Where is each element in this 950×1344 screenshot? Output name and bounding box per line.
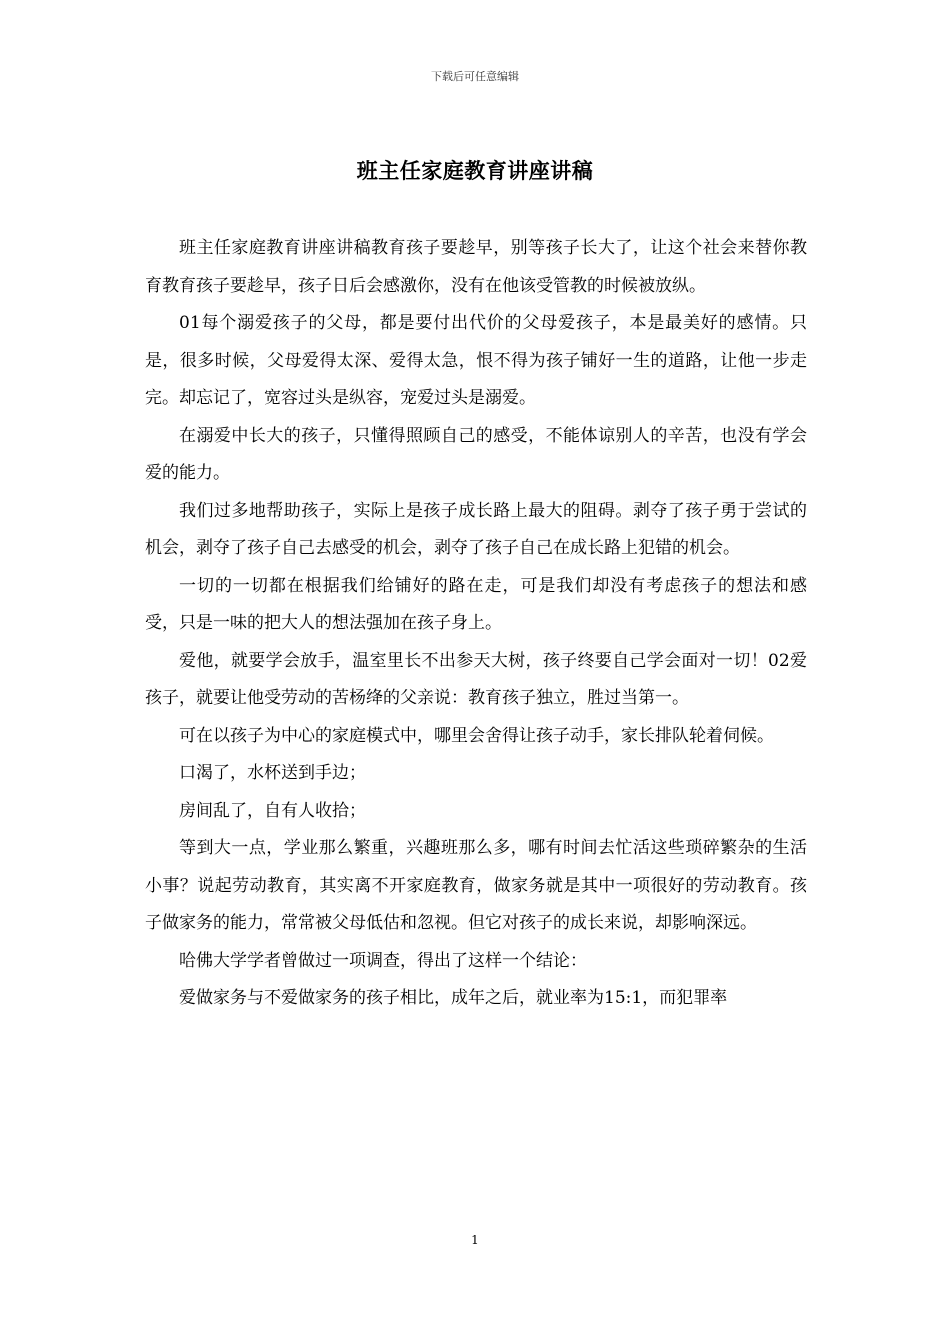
paragraph: 01每个溺爱孩子的父母，都是要付出代价的父母爱孩子，本是最美好的感情。只是，很多时候，父母爱得太深、爱得太急，恨不得为孩子铺好一生的道路，让他一步走完。却忘记了，宽容过头是纵容，宠爱过头是溺爱。 xyxy=(145,313,807,408)
paragraph: 在溺爱中长大的孩子，只懂得照顾自己的感受，不能体谅别人的辛苦，也没有学会爱的能力。 xyxy=(145,425,807,483)
paragraph: 口渴了，水杯送到手边； xyxy=(179,763,366,783)
paragraph: 哈佛大学学者曾做过一项调查，得出了这样一个结论： xyxy=(179,950,587,971)
paragraph: 爱他，就要学会放手，温室里长不出参天大树，孩子终要自己学会面对一切！02爱孩子，就要让他受劳动的苦杨绛的父亲说：教育孩子独立，胜过当第一。 xyxy=(145,650,807,708)
page-number: 1 xyxy=(471,1233,479,1247)
paragraph: 我们过多地帮助孩子，实际上是孩子成长路上最大的阻碍。剥夺了孩子勇于尝试的机会，剥夺了孩子自己去感受的机会，剥夺了孩子自己在成长路上犯错的机会。 xyxy=(145,500,807,558)
paragraph: 等到大一点，学业那么繁重，兴趣班那么多，哪有时间去忙活这些琐碎繁杂的生活小事？说起劳动教育，其实离不开家庭教育，做家务就是其中一项很好的劳动教育。孩子做家务的能力，常常被父母低估和忽视。但它对孩子的成长来说，却影响深远。 xyxy=(145,838,807,933)
paragraph: 一切的一切都在根据我们给铺好的路在走，可是我们却没有考虑孩子的想法和感受，只是一味的把大人的想法强加在孩子身上。 xyxy=(145,575,807,633)
paragraph: 班主任家庭教育讲座讲稿教育孩子要趁早，别等孩子长大了，让这个社会来替你教育教育孩子要趁早，孩子日后会感激你，没有在他该受管教的时候被放纵。 xyxy=(145,238,807,296)
document-body xyxy=(145,230,807,1018)
document-title: 班主任家庭教育讲座讲稿 xyxy=(356,158,594,183)
header-note: 下载后可任意编辑 xyxy=(431,70,519,83)
paragraph: 爱做家务与不爱做家务的孩子相比，成年之后，就业率为15:1，而犯罪率 xyxy=(179,988,728,1008)
paragraph: 可在以孩子为中心的家庭模式中，哪里会舍得让孩子动手，家长排队轮着伺候。 xyxy=(179,725,774,746)
paragraph: 房间乱了，自有人收拾； xyxy=(179,800,366,821)
